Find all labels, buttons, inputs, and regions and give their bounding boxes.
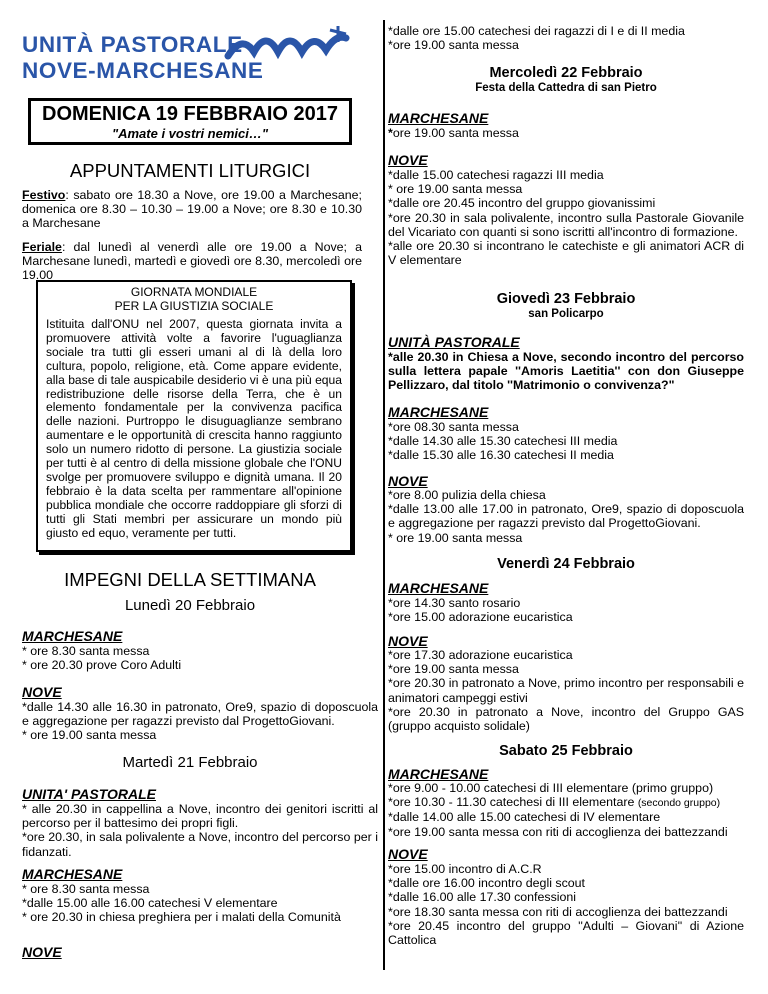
martedi-up-heading: UNITA' PASTORALE (22, 786, 156, 802)
martedi-marchesane-heading: MARCHESANE (22, 866, 123, 882)
list-item: *dalle 14.00 alle 15.00 catechesi di IV elementare (388, 810, 661, 825)
logo-line-1: UNITÀ PASTORALE (22, 32, 243, 57)
list-item: *ore 19.00 santa messa (388, 662, 519, 677)
mercoledi-nove-heading: NOVE (388, 152, 428, 168)
star-marker: * (388, 126, 393, 140)
martedi-nove-heading: NOVE (22, 944, 62, 960)
sunday-box (28, 98, 352, 145)
list-item: *ore 19.00 santa messa (388, 38, 519, 53)
lunedi-marchesane-heading: MARCHESANE (22, 628, 123, 644)
mercoledi-subtitle: Festa della Cattedra di san Pietro (475, 82, 657, 94)
venerdi-title: Venerdì 24 Febbraio (497, 556, 635, 572)
list-item: *ore 08.30 santa messa (388, 420, 519, 434)
column-divider (383, 20, 385, 970)
list-item: *ore 20.30 in patronato a Nove, incontro del Gruppo GAS (gruppo acquisto solidale) (388, 704, 744, 734)
lunedi-title: Lunedì 20 Febbraio (124, 597, 256, 614)
venerdi-marchesane-list (388, 596, 744, 624)
logo-line-2: NOVE-MARCHESANE (22, 58, 264, 83)
list-item: * ore 8.30 santa messa (22, 644, 150, 658)
list-item: * alle 20.30 in cappellina a Nove, incontro dei genitori iscritti al percorso per il battesimo dei propri figli. (22, 802, 378, 831)
list-item: * ore 19.00 santa messa (388, 182, 523, 197)
list-item (388, 795, 748, 810)
giovedi-nove-list (388, 488, 744, 545)
feriale-text: : dal lunedì al venerdì alle ore 19.00 a Nove; a Marchesane lunedì, martedì e giovedì ore 8.30, mercoledì ore 19.00 (22, 240, 362, 283)
sabato-marchesane-heading: MARCHESANE (388, 766, 489, 782)
lunedi-marchesane-list (22, 644, 367, 672)
mercoledi-marchesane-heading: MARCHESANE (388, 110, 489, 126)
box-title-1: GIORNATA MONDIALE (130, 285, 258, 299)
sabato-title: Sabato 25 Febbraio (499, 743, 633, 759)
mercoledi-title: Mercoledì 22 Febbraio (489, 65, 643, 81)
lunedi-nove-list (22, 700, 378, 743)
giovedi-marchesane-list (388, 420, 744, 463)
festivo-paragraph (22, 188, 362, 231)
list-item: *ore 15.00 incontro di A.C.R (388, 862, 542, 876)
list-item: *dalle 15.30 alle 16.30 catechesi II media (388, 448, 614, 463)
martedi-marchesane-list (22, 882, 378, 925)
list-item: *dalle 15.00 alle 16.00 catechesi V elementare (22, 896, 278, 911)
list-item: *ore 20.30 in sala polivalente, incontro sulla Pastorale Giovanile del Vicariato con quanti si sono iscritti all'incontro di formazione. (388, 210, 744, 239)
list-item: *dalle 14.30 alle 15.30 catechesi III media (388, 434, 618, 449)
list-item: * ore 20.30 in chiesa preghiera per i malati della Comunità (22, 910, 341, 925)
martedi-title: Martedì 21 Febbraio (122, 754, 258, 771)
list-item: *dalle 13.00 alle 17.00 in patronato, Ore9, spazio di doposcuola e aggregazione per ragazzi previsto dal ProgettoGiovani. (388, 502, 744, 531)
giovedi-nove-heading: NOVE (388, 473, 428, 489)
sabato-marchesane-list (388, 781, 748, 839)
feriale-paragraph (22, 240, 362, 283)
logo-mark-icon (222, 24, 362, 64)
giovedi-marchesane-heading: MARCHESANE (388, 404, 489, 420)
list-item: *dalle 16.00 alle 17.30 confessioni (388, 890, 577, 905)
list-item: ore 19.00 santa messa (392, 126, 519, 140)
list-item: *ore 18.30 santa messa con riti di accoglienza dei battezzandi (388, 904, 728, 919)
list-item: *dalle 15.00 catechesi ragazzi III media (388, 168, 604, 182)
venerdi-marchesane-heading: MARCHESANE (388, 580, 489, 596)
list-item: *ore 9.00 - 10.00 catechesi di III elementare (primo gruppo) (388, 781, 714, 795)
list-item: *ore 17.30 adorazione eucaristica (388, 648, 573, 662)
lunedi-nove-heading: NOVE (22, 684, 62, 700)
list-item: *ore 20.30 in patronato a Nove, primo incontro per responsabili e animatori campeggi estivi (388, 676, 744, 705)
logo (22, 24, 367, 86)
giornata-box (36, 280, 352, 552)
list-item: *dalle ore 15.00 catechesi dei ragazzi di I e di II media (388, 24, 685, 38)
list-item: *ore 19.00 santa messa con riti di accoglienza dei battezzandi (388, 824, 728, 839)
mercoledi-nove-list (388, 168, 744, 267)
festivo-label: Festivo (22, 188, 66, 202)
list-item-main: *ore 10.30 - 11.30 catechesi di III elementare (388, 795, 635, 810)
list-item: *ore 14.30 santo rosario (388, 596, 521, 610)
list-item: *ore 20.30, in sala polivalente a Nove, incontro del percorso per i fidanzati. (22, 830, 378, 859)
list-item: *dalle ore 20.45 incontro del gruppo giovanissimi (388, 196, 656, 211)
list-item: *ore 20.45 incontro del gruppo ''Adulti – Giovani'' di Azione Cattolica (388, 918, 744, 948)
giovedi-up-text: *alle 20.30 in Chiesa a Nove, secondo incontro del percorso sulla lettera papale ''Amoris Laetitia'' con don Giuseppe Pellizzaro, dal titolo ''Matrimonio o convivenza?" (388, 350, 744, 393)
liturgici-title: APPUNTAMENTI LITURGICI (69, 160, 311, 181)
sabato-nove-heading: NOVE (388, 846, 428, 862)
list-item: *dalle 14.30 alle 16.30 in patronato, Ore9, spazio di doposcuola e aggregazione per ragazzi previsto dal ProgettoGiovani. (22, 700, 378, 729)
top-list (388, 24, 748, 52)
list-item: * ore 20.30 prove Coro Adulti (22, 658, 182, 673)
feriale-label: Feriale (22, 240, 62, 254)
giovedi-subtitle: san Policarpo (528, 308, 604, 320)
sunday-subtitle: "Amate i vostri nemici…" (111, 126, 269, 141)
list-item: *dalle ore 16.00 incontro degli scout (388, 876, 586, 891)
venerdi-nove-list (388, 648, 744, 733)
list-item: * ore 8.30 santa messa (22, 882, 150, 896)
box-text: Istituita dall'ONU nel 2007, questa giornata invita a promuovere attività volte a favorire l'uguaglianza sociale tra tutti gli esseri umani al di là della loro cultura, popolo, religione, età. Come appare evidente, alla base di tale auspicabile desiderio vi è una più equa redistribuzione delle risorse della Terra, che è un elemento fondamentale per la convivenza pacifica delle nazioni. Purtroppo le disuguaglianze sembrano aumentare e le opportunità di crescita hanno raggiunto solo un numero ridotto di persone. La giustizia sociale per tutti è al centro di della missione globale che l'ONU svolge per promuovere sviluppo e dignità umana. Il 20 febbraio è la data scelta per rammentare all'opinione pubblica mondiale che occorre raddoppiare gli sforzi di tutti gli Stati membri per assicurare un mondo più giusto ed equo, veramente per tutti. (46, 317, 342, 540)
martedi-up-list (22, 802, 378, 859)
list-item: *alle ore 20.30 si incontrano le catechiste e gli animatori ACR di V elementare (388, 239, 744, 268)
giovedi-up-heading: UNITÀ PASTORALE (388, 334, 520, 350)
list-item: *ore 15.00 adorazione eucaristica (388, 610, 573, 625)
box-title-2: PER LA GIUSTIZIA SOCIALE (114, 299, 274, 313)
list-item: *ore 8.00 pulizia della chiesa (388, 488, 546, 502)
mercoledi-marchesane-line (388, 126, 519, 140)
venerdi-nove-heading: NOVE (388, 633, 428, 649)
giovedi-title: Giovedì 23 Febbraio (496, 291, 636, 307)
sunday-title: DOMENICA 19 FEBBRAIO 2017 (42, 103, 338, 125)
sabato-nove-list (388, 862, 744, 947)
list-item-small: (secondo gruppo) (637, 797, 721, 810)
festivo-text: : sabato ore 18.30 a Nove, ore 19.00 a Marchesane; domenica ore 8.30 – 10.30 – 19.00 a Nove; ore 8.30 e 10.30 a Marchesane (22, 188, 362, 231)
impegni-title: IMPEGNI DELLA SETTIMANA (64, 569, 316, 590)
list-item: * ore 19.00 santa messa (22, 728, 157, 743)
list-item: * ore 19.00 santa messa (388, 530, 523, 545)
